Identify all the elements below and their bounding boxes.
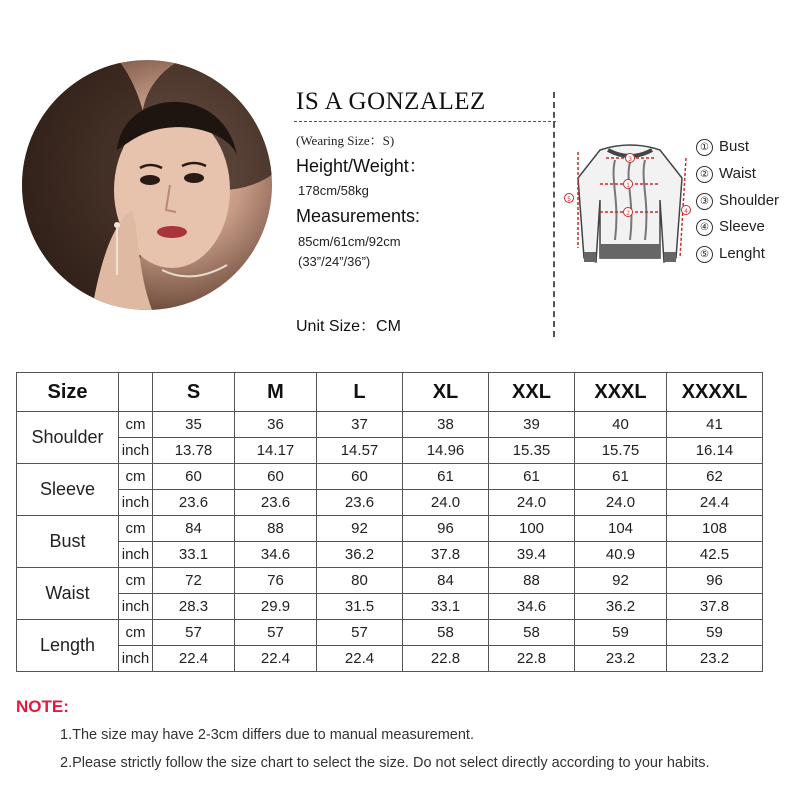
diagram-mark-5: 5: [567, 197, 571, 203]
size-value-cell: 84: [153, 516, 235, 542]
measurements-inch: (33”/24”/36”): [298, 254, 371, 269]
measurement-part-label: Bust: [17, 516, 119, 568]
unit-label: inch: [119, 542, 153, 568]
size-value-cell: 28.3: [153, 594, 235, 620]
table-row: [17, 594, 763, 620]
size-value-cell: 58: [403, 620, 489, 646]
legend-item-shoulder: [696, 191, 779, 218]
measurement-part-label: Waist: [17, 568, 119, 620]
size-value-cell: 41: [667, 412, 763, 438]
size-header-row: [17, 373, 763, 412]
size-value-cell: 37: [317, 412, 403, 438]
unit-label: inch: [119, 438, 153, 464]
legend-item-sleeve: [696, 217, 779, 244]
name-underline: [294, 121, 556, 122]
size-value-cell: 14.17: [235, 438, 317, 464]
size-value-cell: 23.2: [667, 646, 763, 672]
size-col-header: XXXXL: [667, 373, 763, 412]
note-title: NOTE:: [16, 697, 69, 716]
size-value-cell: 57: [153, 620, 235, 646]
legend-item-length: [696, 244, 779, 271]
measurement-part-label: Length: [17, 620, 119, 672]
size-value-cell: 108: [667, 516, 763, 542]
diagram-mark-4: 4: [684, 209, 688, 215]
table-row: [17, 620, 763, 646]
size-table-body: [17, 412, 763, 672]
size-value-cell: 22.8: [489, 646, 575, 672]
table-row: [17, 568, 763, 594]
legend-number: ①: [696, 139, 713, 156]
measurements-cm: 85cm/61cm/92cm: [298, 234, 401, 249]
measurement-part-label: Shoulder: [17, 412, 119, 464]
size-value-cell: 34.6: [489, 594, 575, 620]
table-row: [17, 646, 763, 672]
size-value-cell: 80: [317, 568, 403, 594]
size-value-cell: 36.2: [575, 594, 667, 620]
size-value-cell: 104: [575, 516, 667, 542]
size-value-cell: 33.1: [153, 542, 235, 568]
size-value-cell: 57: [235, 620, 317, 646]
size-value-cell: 36.2: [317, 542, 403, 568]
size-value-cell: 61: [489, 464, 575, 490]
size-value-cell: 58: [489, 620, 575, 646]
size-value-cell: 88: [235, 516, 317, 542]
size-value-cell: 23.6: [317, 490, 403, 516]
size-header-label: Size: [17, 373, 119, 412]
size-value-cell: 34.6: [235, 542, 317, 568]
legend-label: Shoulder: [719, 191, 780, 209]
size-value-cell: 16.14: [667, 438, 763, 464]
legend-label: Lenght: [719, 245, 765, 263]
size-value-cell: 23.6: [235, 490, 317, 516]
size-value-cell: 39.4: [489, 542, 575, 568]
size-value-cell: 59: [575, 620, 667, 646]
size-col-header: XL: [403, 373, 489, 412]
size-value-cell: 38: [403, 412, 489, 438]
size-value-cell: 96: [403, 516, 489, 542]
table-row: [17, 490, 763, 516]
unit-label: inch: [119, 594, 153, 620]
legend-label: Bust: [719, 138, 750, 155]
size-value-cell: 22.4: [153, 646, 235, 672]
note-line-2: 2.Please strictly follow the size chart to select the size. Do not select directly according to your habits.: [60, 755, 710, 771]
size-value-cell: 24.0: [403, 490, 489, 516]
unit-label: inch: [119, 490, 153, 516]
size-col-header: XXXL: [575, 373, 667, 412]
unit-header-cell: [119, 373, 153, 412]
size-value-cell: 40.9: [575, 542, 667, 568]
size-value-cell: 61: [403, 464, 489, 490]
size-value-cell: 37.8: [667, 594, 763, 620]
size-value-cell: 29.9: [235, 594, 317, 620]
size-value-cell: 100: [489, 516, 575, 542]
size-value-cell: 37.8: [403, 542, 489, 568]
size-value-cell: 59: [667, 620, 763, 646]
size-value-cell: 24.0: [489, 490, 575, 516]
size-value-cell: 23.6: [153, 490, 235, 516]
unit-size: Unit Size：CM: [296, 318, 401, 335]
measurements-label: Measurements:: [296, 206, 421, 226]
size-value-cell: 14.96: [403, 438, 489, 464]
size-value-cell: 23.2: [575, 646, 667, 672]
size-value-cell: 24.4: [667, 490, 763, 516]
model-portrait: [22, 60, 272, 310]
size-value-cell: 57: [317, 620, 403, 646]
size-value-cell: 84: [403, 568, 489, 594]
table-row: [17, 438, 763, 464]
size-value-cell: 76: [235, 568, 317, 594]
size-chart-table: [16, 372, 763, 672]
size-value-cell: 22.8: [403, 646, 489, 672]
size-value-cell: 61: [575, 464, 667, 490]
size-value-cell: 60: [235, 464, 317, 490]
legend-item-waist: [696, 164, 779, 191]
size-value-cell: 42.5: [667, 542, 763, 568]
unit-label: inch: [119, 646, 153, 672]
size-value-cell: 72: [153, 568, 235, 594]
size-value-cell: 36: [235, 412, 317, 438]
legend-label: Sleeve: [719, 218, 765, 236]
size-value-cell: 60: [317, 464, 403, 490]
unit-label: cm: [119, 464, 153, 490]
unit-label: cm: [119, 412, 153, 438]
legend-number: ④: [696, 219, 713, 236]
legend-item-bust: [696, 137, 779, 164]
size-value-cell: 22.4: [317, 646, 403, 672]
size-value-cell: 33.1: [403, 594, 489, 620]
height-weight-label: Height/Weight：: [296, 156, 427, 176]
size-value-cell: 92: [317, 516, 403, 542]
unit-label: cm: [119, 516, 153, 542]
size-col-header: M: [235, 373, 317, 412]
diagram-mark-2: 2: [626, 211, 630, 217]
size-value-cell: 62: [667, 464, 763, 490]
size-value-cell: 96: [667, 568, 763, 594]
size-value-cell: 13.78: [153, 438, 235, 464]
note-line-1: 1.The size may have 2-3cm differs due to manual measurement.: [60, 727, 474, 743]
table-row: [17, 516, 763, 542]
measurement-part-label: Sleeve: [17, 464, 119, 516]
size-col-header: XXL: [489, 373, 575, 412]
legend-number: ⑤: [696, 246, 713, 263]
size-value-cell: 15.35: [489, 438, 575, 464]
model-name: IS A GONZALEZ: [296, 88, 486, 115]
diagram-mark-3: 3: [628, 157, 632, 163]
unit-label: cm: [119, 568, 153, 594]
measurement-legend: [696, 137, 779, 271]
size-col-header: L: [317, 373, 403, 412]
legend-label: Waist: [719, 164, 756, 182]
height-weight-value: 178cm/58kg: [298, 183, 369, 198]
table-row: [17, 412, 763, 438]
size-value-cell: 31.5: [317, 594, 403, 620]
size-col-header: S: [153, 373, 235, 412]
legend-number: ②: [696, 166, 713, 183]
size-value-cell: 14.57: [317, 438, 403, 464]
size-value-cell: 40: [575, 412, 667, 438]
vertical-divider: [553, 92, 555, 337]
size-value-cell: 88: [489, 568, 575, 594]
table-row: [17, 542, 763, 568]
legend-number: ③: [696, 193, 713, 210]
wearing-size: (Wearing Size：S): [296, 133, 395, 148]
size-value-cell: 35: [153, 412, 235, 438]
size-value-cell: 24.0: [575, 490, 667, 516]
table-row: [17, 464, 763, 490]
diagram-mark-1: 1: [626, 183, 630, 189]
size-value-cell: 15.75: [575, 438, 667, 464]
size-value-cell: 39: [489, 412, 575, 438]
unit-label: cm: [119, 620, 153, 646]
size-value-cell: 92: [575, 568, 667, 594]
size-value-cell: 22.4: [235, 646, 317, 672]
sweater-diagram: [560, 140, 700, 280]
size-value-cell: 60: [153, 464, 235, 490]
